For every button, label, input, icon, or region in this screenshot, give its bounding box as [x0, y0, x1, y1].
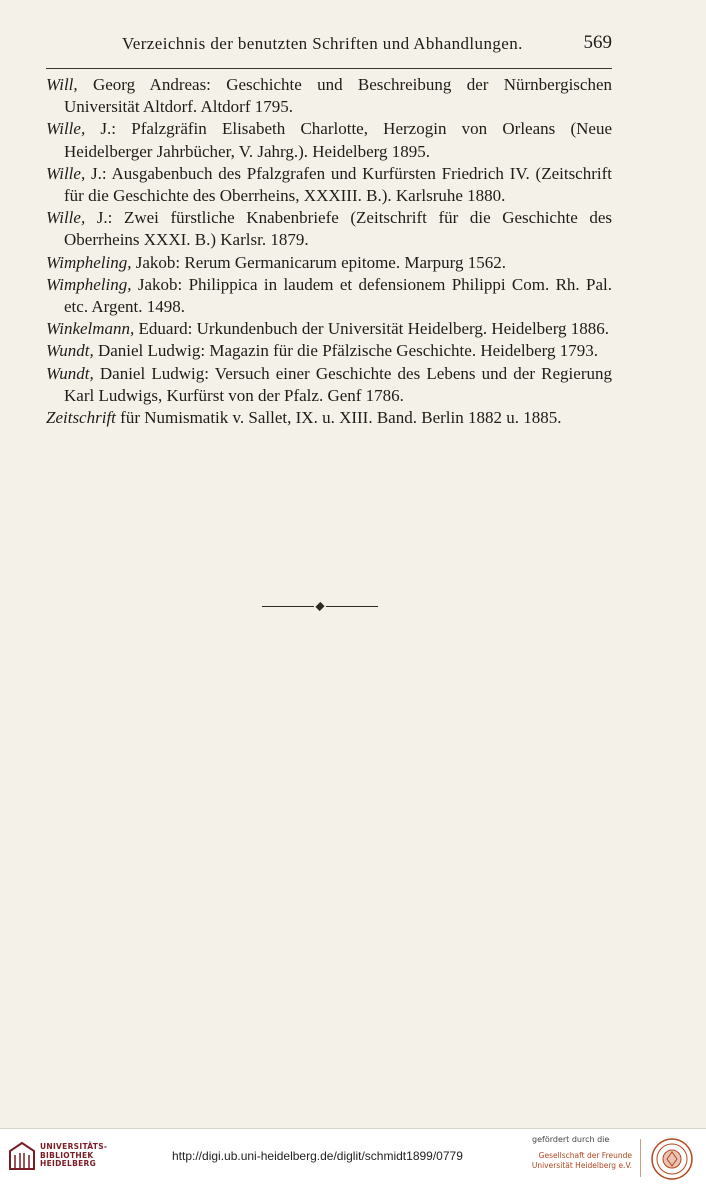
end-ornament — [262, 602, 378, 612]
bibliography-entry — [46, 207, 612, 251]
bibliography-entry — [46, 274, 612, 318]
entry-text: Jakob: Rerum Germanicarum epitome. Marpurg 1562. — [131, 252, 507, 272]
ornament-line-left — [262, 606, 314, 607]
entry-author: Wimpheling, — [46, 274, 132, 294]
entry-author: Zeitschrift — [46, 408, 116, 428]
digitization-footer — [0, 1128, 706, 1185]
entry-text: Georg Andreas: Geschichte und Beschreibung der Nürnbergischen Universität Altdorf. Altdorf 1795. — [64, 75, 612, 117]
page-number: 569 — [583, 32, 612, 53]
entry-text: J.: Pfalzgräfin Elisabeth Charlotte, Herzogin von Orleans (Neue Heidelberger Jahrbücher, V. Jahrg.). Heidelberg 1895. — [64, 119, 612, 161]
library-name — [40, 1143, 107, 1169]
entry-author: Wundt, — [46, 341, 94, 361]
running-title: Verzeichnis der benutzten Schriften und Abhandlungen. — [122, 34, 523, 53]
bibliography-list — [46, 74, 612, 429]
sponsor-name — [528, 1151, 632, 1170]
sponsor-name-line: Universität Heidelberg e.V. — [531, 1160, 632, 1170]
bibliography-entry — [46, 74, 612, 118]
entry-text: J.: Zwei fürstliche Knabenbriefe (Zeitschrift für die Geschichte des Oberrheins XXXI. B.) Karlsr. 1879. — [64, 208, 612, 250]
bibliography-entry — [46, 340, 612, 362]
library-name-line: UNIVERSITÄTS- — [40, 1142, 108, 1151]
entry-author: Wundt, — [46, 363, 94, 383]
header-rule — [46, 68, 612, 69]
bibliography-entry — [46, 118, 612, 162]
university-seal-icon — [650, 1137, 694, 1181]
entry-author: Will, — [46, 75, 78, 94]
permalink-url[interactable]: http://digi.ub.uni-heidelberg.de/diglit/schmidt1899/0779 — [172, 1149, 463, 1163]
ornament-dot — [315, 602, 324, 611]
sponsor-name-line: Gesellschaft der Freunde — [538, 1151, 632, 1160]
sponsor-divider — [640, 1139, 641, 1177]
page-header — [46, 34, 612, 62]
library-logo-icon — [8, 1141, 36, 1171]
entry-author: Wille, — [46, 119, 86, 139]
entry-text: J.: Ausgabenbuch des Pfalzgrafen und Kurfürsten Friedrich IV. (Zeitschrift für die Geschichte des Oberrheins, XXXIII. B.). Karlsruhe 1880. — [64, 163, 612, 206]
entry-text: Eduard: Urkundenbuch der Universität Heidelberg. Heidelberg 1886. — [134, 319, 610, 339]
library-name-line: HEIDELBERG — [40, 1159, 97, 1168]
sponsor-label: gefördert durch die — [532, 1135, 610, 1144]
ornament-line-right — [326, 606, 378, 607]
library-name-line: BIBLIOTHEK — [40, 1150, 94, 1160]
bibliography-entry — [46, 318, 612, 340]
entry-text: Daniel Ludwig: Versuch einer Geschichte des Lebens und der Regierung Karl Ludwigs, Kurfürst von der Pfalz. Genf 1786. — [64, 363, 612, 405]
bibliography-entry — [46, 407, 612, 429]
entry-text: für Numismatik v. Sallet, IX. u. XIII. Band. Berlin 1882 u. 1885. — [115, 408, 562, 428]
entry-text: Daniel Ludwig: Magazin für die Pfälzische Geschichte. Heidelberg 1793. — [93, 341, 599, 361]
bibliography-entry — [46, 252, 612, 274]
entry-text: Jakob: Philippica in laudem et defensionem Philippi Com. Rh. Pal. etc. Argent. 1498. — [64, 274, 612, 317]
entry-author: Wille, — [46, 163, 86, 183]
entry-author: Wille, — [46, 208, 86, 228]
bibliography-entry — [46, 163, 612, 207]
bibliography-entry — [46, 363, 612, 407]
entry-author: Winkelmann, — [46, 319, 135, 339]
entry-author: Wimpheling, — [46, 252, 132, 272]
